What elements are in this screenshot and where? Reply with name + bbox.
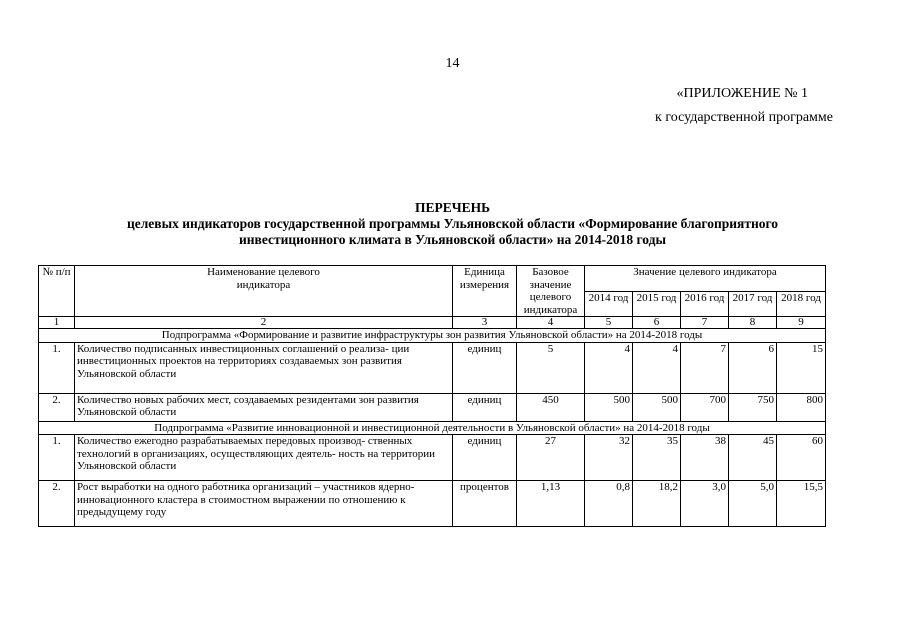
column-number: 4 — [517, 317, 585, 329]
row-value-2016: 3,0 — [681, 481, 729, 527]
column-number: 2 — [75, 317, 453, 329]
row-value-2017: 6 — [729, 342, 777, 393]
title-line-3: инвестиционного климата в Ульяновской области» на 2014-2018 годы — [238, 232, 667, 247]
header-num: № п/п — [39, 266, 75, 317]
appendix-subtitle: к государственной программе — [655, 110, 833, 125]
header-year-2014: 2014 год — [585, 291, 633, 317]
table-row — [39, 393, 826, 421]
subprogram-row — [39, 421, 826, 435]
row-num: 1. — [39, 435, 75, 481]
indicators-table-body — [39, 266, 826, 527]
column-number: 7 — [681, 317, 729, 329]
row-base: 27 — [517, 435, 585, 481]
header-year-2015: 2015 год — [633, 291, 681, 317]
row-name: Количество ежегодно разрабатываемых передовых производ- ственных технологий в организациях, осуществляющих деятель- ность на территории Ульяновской области — [75, 435, 453, 481]
subprogram-title: Подпрограмма «Развитие инновационной и инвестиционной деятельности в Ульяновской области» на 2014-2018 годы — [39, 421, 826, 435]
row-value-2015: 18,2 — [633, 481, 681, 527]
column-number: 3 — [453, 317, 517, 329]
row-num: 2. — [39, 393, 75, 421]
subprogram-title: Подпрограмма «Формирование и развитие инфраструктуры зон развития Ульяновской области» на 2014-2018 годы — [39, 329, 826, 343]
row-base: 450 — [517, 393, 585, 421]
header-row-1 — [39, 266, 826, 292]
row-value-2014: 4 — [585, 342, 633, 393]
header-target-group: Значение целевого индикатора — [585, 266, 826, 292]
header-base: Базовое значение целевого индикатора — [517, 266, 585, 317]
row-num: 2. — [39, 481, 75, 527]
row-value-2016: 38 — [681, 435, 729, 481]
header-year-2017: 2017 год — [729, 291, 777, 317]
header-year-2018: 2018 год — [777, 291, 826, 317]
table-row — [39, 481, 826, 527]
row-value-2014: 32 — [585, 435, 633, 481]
row-value-2018: 800 — [777, 393, 826, 421]
column-number: 9 — [777, 317, 826, 329]
row-base: 5 — [517, 342, 585, 393]
title-line-1: ПЕРЕЧЕНЬ — [414, 200, 491, 215]
appendix-title: «ПРИЛОЖЕНИЕ № 1 — [676, 86, 808, 101]
document-title — [40, 200, 865, 248]
table-row — [39, 435, 826, 481]
row-name: Количество подписанных инвестиционных соглашений о реализа- ции инвестиционных проектов на территориях создаваемых зон развития Ульяновской области — [75, 342, 453, 393]
page-number: 14 — [445, 56, 460, 71]
row-value-2016: 7 — [681, 342, 729, 393]
column-number: 6 — [633, 317, 681, 329]
table-row — [39, 342, 826, 393]
row-num: 1. — [39, 342, 75, 393]
header-unit: Единица измерения — [453, 266, 517, 317]
row-name: Рост выработки на одного работника организаций – участников ядерно-инновационного кластера в стоимостном выражении по отношению к предыдущему году — [75, 481, 453, 527]
row-value-2018: 15,5 — [777, 481, 826, 527]
row-name: Количество новых рабочих мест, создаваемых резидентами зон развития Ульяновской области — [75, 393, 453, 421]
row-unit: процентов — [453, 481, 517, 527]
row-value-2014: 500 — [585, 393, 633, 421]
row-value-2015: 500 — [633, 393, 681, 421]
header-name — [75, 266, 453, 317]
row-value-2014: 0,8 — [585, 481, 633, 527]
subprogram-row — [39, 329, 826, 343]
row-value-2016: 700 — [681, 393, 729, 421]
indicators-table — [38, 265, 826, 527]
row-value-2017: 5,0 — [729, 481, 777, 527]
header-name-line-1: Наименование целевого — [207, 266, 320, 278]
row-value-2015: 35 — [633, 435, 681, 481]
row-value-2017: 750 — [729, 393, 777, 421]
row-value-2018: 60 — [777, 435, 826, 481]
row-value-2017: 45 — [729, 435, 777, 481]
row-value-2018: 15 — [777, 342, 826, 393]
column-number-row — [39, 317, 826, 329]
column-number: 8 — [729, 317, 777, 329]
column-number: 5 — [585, 317, 633, 329]
row-unit: единиц — [453, 342, 517, 393]
row-unit: единиц — [453, 393, 517, 421]
header-name-line-2: индикатора — [236, 278, 291, 291]
row-value-2015: 4 — [633, 342, 681, 393]
row-base: 1,13 — [517, 481, 585, 527]
title-line-2: целевых индикаторов государственной программы Ульяновской области «Формирование благоприятного — [126, 216, 779, 231]
column-number: 1 — [39, 317, 75, 329]
header-year-2016: 2016 год — [681, 291, 729, 317]
row-unit: единиц — [453, 435, 517, 481]
